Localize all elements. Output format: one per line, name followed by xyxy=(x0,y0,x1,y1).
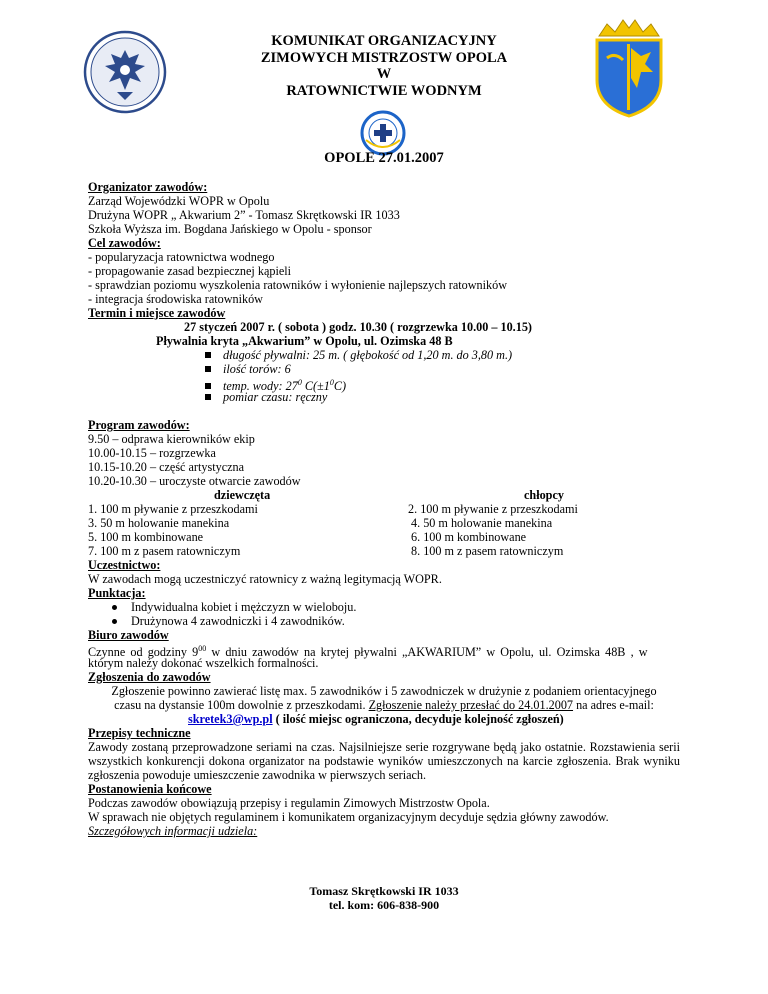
venue-bullet: temp. wody: $27^0$ $C(\pm 1^0C)$ xyxy=(205,376,346,393)
boys-label: chłopcy xyxy=(524,488,564,502)
final-line: W sprawach nie objętych regulaminem i komunikatem organizacyjnym decyduje sędzia główny zawodów. xyxy=(88,810,609,824)
program-line: 10.15-10.20 – część artystyczna xyxy=(88,460,245,474)
participation-heading: Uczestnictwo: xyxy=(88,558,161,572)
venue-place: Pływalnia kryta „Akwarium” w Opolu, ul. Ozimska 48 B xyxy=(156,334,453,348)
round-bullet-icon xyxy=(112,619,117,624)
final-line: Podczas zawodów obowiązują przepisy i regulamin Zimowych Mistrzostw Opola. xyxy=(88,796,490,810)
venue-time: 27 styczeń 2007 r. ( sobota ) godz. 10.30 ( rozgrzewka 10.00 – 10.15) xyxy=(184,320,532,334)
email-link[interactable]: skretek3@wp.pl xyxy=(188,712,273,726)
participation-text: W zawodach mogą uczestniczyć ratownicy z ważną legitymacją WOPR. xyxy=(88,572,442,586)
venue-bullet: pomiar czasu: ręczny xyxy=(205,390,327,404)
program-line: 10.00-10.15 – rozgrzewka xyxy=(88,446,216,460)
organizer-line: Zarząd Wojewódzki WOPR w Opolu xyxy=(88,194,270,208)
venue-heading: Termin i miejsce zawodów xyxy=(88,306,226,320)
goal-line: - sprawdzian poziomu wyszkolenia ratowników i wyłonienie najlepszych ratowników xyxy=(88,278,508,292)
goal-line: - popularyzacja ratownictwa wodnego xyxy=(88,250,275,264)
boys-event: 6. 100 m kombinowane xyxy=(411,530,527,544)
organizer-line: Drużyna WOPR „ Akwarium 2” - Tomasz Skrętkowski IR 1033 xyxy=(88,208,400,222)
boys-event: 8. 100 m z pasem ratowniczym xyxy=(411,544,564,558)
goal-heading: Cel zawodów: xyxy=(88,236,161,250)
rules-heading: Przepisy techniczne xyxy=(88,726,191,740)
entries-text: Zgłoszenie powinno zawierać listę max. 5 zawodników i 5 zawodniczek w drużynie z podaniem orientacyjnego xyxy=(111,684,657,698)
venue-bullet: ilość torów: 6 xyxy=(205,362,291,376)
scoring-bullet: Indywidualna kobiet i mężczyzn w wieloboju. xyxy=(112,600,356,614)
entries-heading: Zgłoszenia do zawodów xyxy=(88,670,211,684)
organizer-line: Szkoła Wyższa im. Bogdana Jańskiego w Opolu - sponsor xyxy=(88,222,372,236)
venue-bullet: długość pływalni: 25 m. ( głębokość od 1,20 m. do 3,80 m.) xyxy=(205,348,512,362)
square-bullet-icon xyxy=(205,383,211,389)
scoring-heading: Punktacja: xyxy=(88,586,146,600)
girls-event: 1. 100 m pływanie z przeszkodami xyxy=(88,502,258,516)
girls-event: 3. 50 m holowanie manekina xyxy=(88,516,230,530)
goal-line: - integracja środowiska ratowników xyxy=(88,292,263,306)
opole-coat-of-arms-logo xyxy=(593,18,665,118)
final-heading: Postanowienia końcowe xyxy=(88,782,212,796)
document-date: OPOLE 27.01.2007 xyxy=(324,150,444,166)
wopr-seal-logo xyxy=(83,30,167,114)
square-bullet-icon xyxy=(205,366,211,372)
document-title: KOMUNIKAT ORGANIZACYJNY ZIMOWYCH MISTRZOSTW OPOLA W RATOWNICTWIE WODNYM xyxy=(260,33,508,99)
program-line: 10.20-10.30 – uroczyste otwarcie zawodów xyxy=(88,474,301,488)
office-text: Czynne od godziny $9^{00}$ w dniu zawodów na krytej pływalni „AKWARIUM” w Opolu, ul. Ozimska 48B , w xyxy=(88,644,648,660)
office-text: którym należy dokonać wszelkich formalności. xyxy=(88,656,319,670)
boys-event: 2. 100 m pływanie z przeszkodami xyxy=(408,502,578,516)
program-line: 9.50 – odprawa kierowników ekip xyxy=(88,432,255,446)
goal-line: - propagowanie zasad bezpiecznej kąpieli xyxy=(88,264,292,278)
girls-event: 5. 100 m kombinowane xyxy=(88,530,204,544)
signature-name: Tomasz Skrętkowski IR 1033 xyxy=(309,884,459,898)
office-heading: Biuro zawodów xyxy=(88,628,169,642)
girls-event: 7. 100 m z pasem ratowniczym xyxy=(88,544,241,558)
scoring-bullet: Drużynowa 4 zawodniczki i 4 zawodników. xyxy=(112,614,345,628)
round-bullet-icon xyxy=(112,605,117,610)
program-heading: Program zawodów: xyxy=(88,418,190,432)
boys-event: 4. 50 m holowanie manekina xyxy=(411,516,553,530)
entries-text: czasu na dystansie 100m dowolnie z przeszkodami. Zgłoszenie należy przesłać do 24.01.2007 na adres e-mail: xyxy=(114,698,654,712)
girls-label: dziewczęta xyxy=(214,488,271,502)
info-line: Szczegółowych informacji udziela: xyxy=(88,824,258,838)
organizer-heading: Organizator zawodów: xyxy=(88,180,208,194)
entries-email-line: skretek3@wp.pl ( ilość miejsc ograniczona, decyduje kolejność zgłoszeń) xyxy=(188,712,564,726)
square-bullet-icon xyxy=(205,352,211,358)
rules-text: Zawody zostaną przeprowadzone seriami na czas. Najsilniejsze serie rozgrywane będą jako ostatnie. Rozstawienia serii wszystkich konkurencji dokona organizator na podstawie wyników umieszczonych na karcie zgłoszenia. Brak wyniku zgłoszenia powoduje umieszczenie zawodnika w pierwszych seriach. xyxy=(88,740,680,782)
square-bullet-icon xyxy=(205,394,211,400)
signature-phone: tel. kom: 606-838-900 xyxy=(328,898,440,912)
